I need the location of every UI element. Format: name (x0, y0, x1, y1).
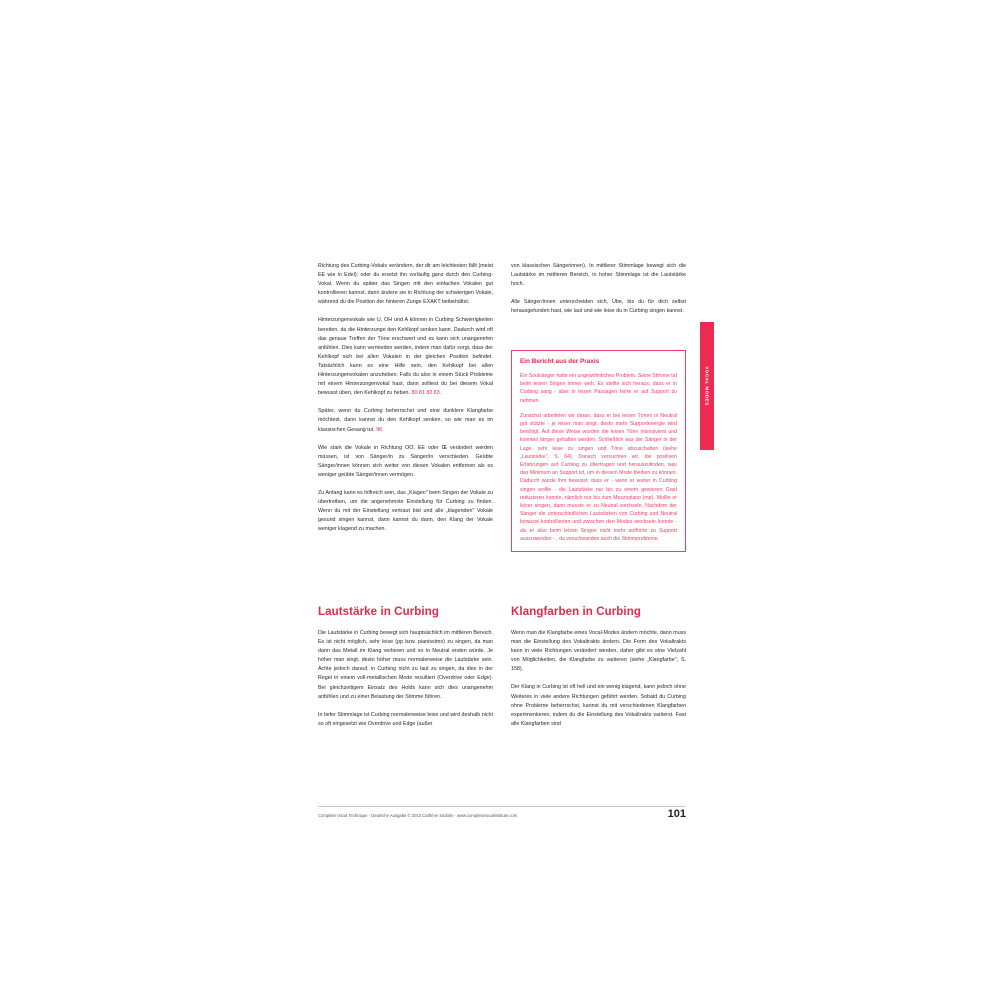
section-heading-right: Klangfarben in Curbing (511, 606, 641, 618)
paragraph: Ein Soulsänger hatte ein ungewöhnliches Problem. Seine Stimme tat beim leisen Singen immer weh. Es stellte sich heraus, dass er in Curbing sang - aber in leisen Passagen hörte er auf Support zu nehmen. (520, 373, 677, 404)
paragraph (318, 407, 493, 434)
practice-report-box (511, 350, 686, 552)
paragraph: Richtung des Curbing-Vokals verändern, der dir am leichtesten fällt (meist EE wie in Edel); oder du ersetzt ihn vorläufig ganz durch den Curbing-Vokal. Wenn du später das Singen mit den einfachen Vokalen gut kontrollieren kannst, dann ändere sie in Richtung der schwierigen Vokale, während du die Position der hinteren Zunge EXAKT beibehältst. (318, 263, 493, 306)
paragraph-text: Später, wenn du Curbing beherrschst und eine dunklere Klangfarbe möchtest, dann kannst du den Kehlkopf senken, so wie man es im klassischen Gesang tut. (318, 408, 493, 433)
side-tab-label: VOCAL MODES (704, 366, 710, 406)
paragraph: Wenn man die Klangfarbe eines Vocal-Modes ändern möchte, dann muss man die Einstellung des Vokaltrakts ändern. Die Form des Vokaltrakts kann in viele Richtungen verändert werden, daher gibt es eine Vielzahl von Möglichkeiten, die Klangfarbe zu variieren (siehe „Klangfarbe", S. 158). (511, 630, 686, 673)
column-left-top (318, 262, 493, 534)
audio-reference: 96 (376, 426, 383, 433)
paragraph: von klassischen Sängerinnen). In mittlerer Stimmlage bewegt sich die Lautstärke im mittleren Bereich, in hoher Stimmlage ist die Lautstärke hoch. (511, 263, 686, 288)
section-lautstaerke-in-curbing (318, 606, 493, 729)
column-right-top (511, 262, 686, 316)
page-content (318, 262, 686, 822)
side-tab-vocal-modes (700, 322, 714, 450)
page-footer (318, 806, 686, 820)
paragraph-text: Hinterzungenvokale wie U, OH und A können in Curbing Schwierigkeiten bereiten, da die Hinterzunge den Kehlkopf senken kann. Dadurch wird oft das genaue Treffen der Töne erschwert und es kann sich unangenehm anfühlen. Dies kann vermieden werden, indem man dafür sorgt, dass der Kehlkopf sich bei allen Vokalen in der gleichen Position befindet. Tatsächlich kann es eine Hilfe sein, den Kehlkopf bei allen Hinterzungenvokalen anzuheben. Falls du also in einem Stück Probleme mit einem Hinterzungenvokal hast, dann solltest du bei diesem Vokal bewusst üben, den Kehlkopf zu heben. (318, 317, 493, 397)
paragraph: Zunächst arbeiteten wir daran, dass er bei leisen Tönen in Neutral gut stützte - je leiser man singt, desto mehr Supportenergie wird benötigt. Auf diese Weise wurden die leisen Töne intensivient und konnten länger gehalten werden. Schließlich war der Sänger in der Lage, sehr leise zu singen und Töne abzuschatten (siehe „Lautstärke", S. 64). Danach versuchten wir, die positiven Erfahrungen auf Curbing zu übertragen und herauszufinden, was das Minimum an Support ist, um in diesem Mode bleiben zu können. Dadurch wurde ihm bewusst, dass er - wenn er weiter in Curbing singen wollte - die Lautstärke nur bis zu einem gewissen Grad reduzieren konnte, nämlich nur bis zum Mezzopiano (mp). Wollte er leiser singen, dann musste er zu Neutral wechseln. Nachdem der Sänger die unterschiedlichen Lautstärken von Curbing und Neutral bewusst kontrollierten und zwischen den Modes wechseln konnte - als er also beim leisen Singen nicht mehr aufhörte zu Support auszuwenden - , da verschwanden auch die Stimmprobleme. (520, 412, 677, 542)
paragraph: Wie stark die Vokale in Richtung OO, EE oder Œ verändert werden müssen, ist von Sänger/in zu Sänger/in verschieden. Geübte Sänger/innen können sich weiter von diesen Vokalen entfernen als es weniger geübte Sänger/innen vermögen. (318, 444, 493, 478)
section-heading-left: Lautstärke in Curbing (318, 606, 439, 618)
footer-copyright: Complete Vocal Technique - Deutsche Ausgabe © 2013 Cathrine Sadolin - www.completevocalinstitute.com (318, 813, 518, 818)
paragraph: Der Klang in Curbing ist oft hell und ein wenig klagend, kann jedoch ohne Weiteres in viele andere Richtungen geführt werden. Sobald du Curbing ohne Probleme beherrschst, kannst du mit verschiedenen Klangfarben experimentieren, indem du die Einstellung des Vokaltrakts variierst. Fast alle Klangfarben sind (511, 684, 686, 727)
page-number: 101 (667, 808, 686, 820)
practice-box-title: Ein Bericht aus der Praxis (520, 358, 600, 365)
paragraph: Zu Anfang kann es hilfreich sein, das „Klagen" beim Singen der Vokale zu übertreiben, um die angenehmste Einstellung für Curbing zu finden. Wenn du mit der Einstellung vertraut bist und alle „klagenden" Vokale gesund singen kannst, dann kannst du dann, den Klang der Vokale weniger klagend zu machen. (318, 489, 493, 533)
section-klangfarben-in-curbing (511, 606, 686, 729)
paragraph: Die Lautstärke in Curbing bewegt sich hauptsächlich im mittleren Bereich. Es ist nicht möglich, sehr leise (pp bzw. pianissimo) zu singen, da man dann das Metall im Klang verlieren und so in Neutral enden würde. Je höher man singt, desto höher muss normalerweise die Lautstärke sein. Achte jedoch darauf, in Curbing nicht zu laut zu singen, da dies in der Regel in einem voll-metallischen Mode resultiert (Overdrive oder Edge). Bei gleichzeitigem Einsatz des Holds kann sich dies unangenehm anfühlen und zu einer Belastung der Stimme führen. (318, 630, 493, 700)
audio-reference: 80 81 82 83. (411, 390, 442, 397)
paragraph: In tiefer Stimmlage ist Curbing normalerweise leise und wird deshalb nicht so oft eingesetzt wie Overdrive und Edge (außer (318, 711, 493, 727)
paragraph: Alle Sänger/innen unterscheiden sich, Übe, bis du für dich selbst herausgefunden hast, wie laut und wie leise du in Curbing singen kannst. (511, 299, 686, 315)
paragraph (318, 316, 493, 398)
